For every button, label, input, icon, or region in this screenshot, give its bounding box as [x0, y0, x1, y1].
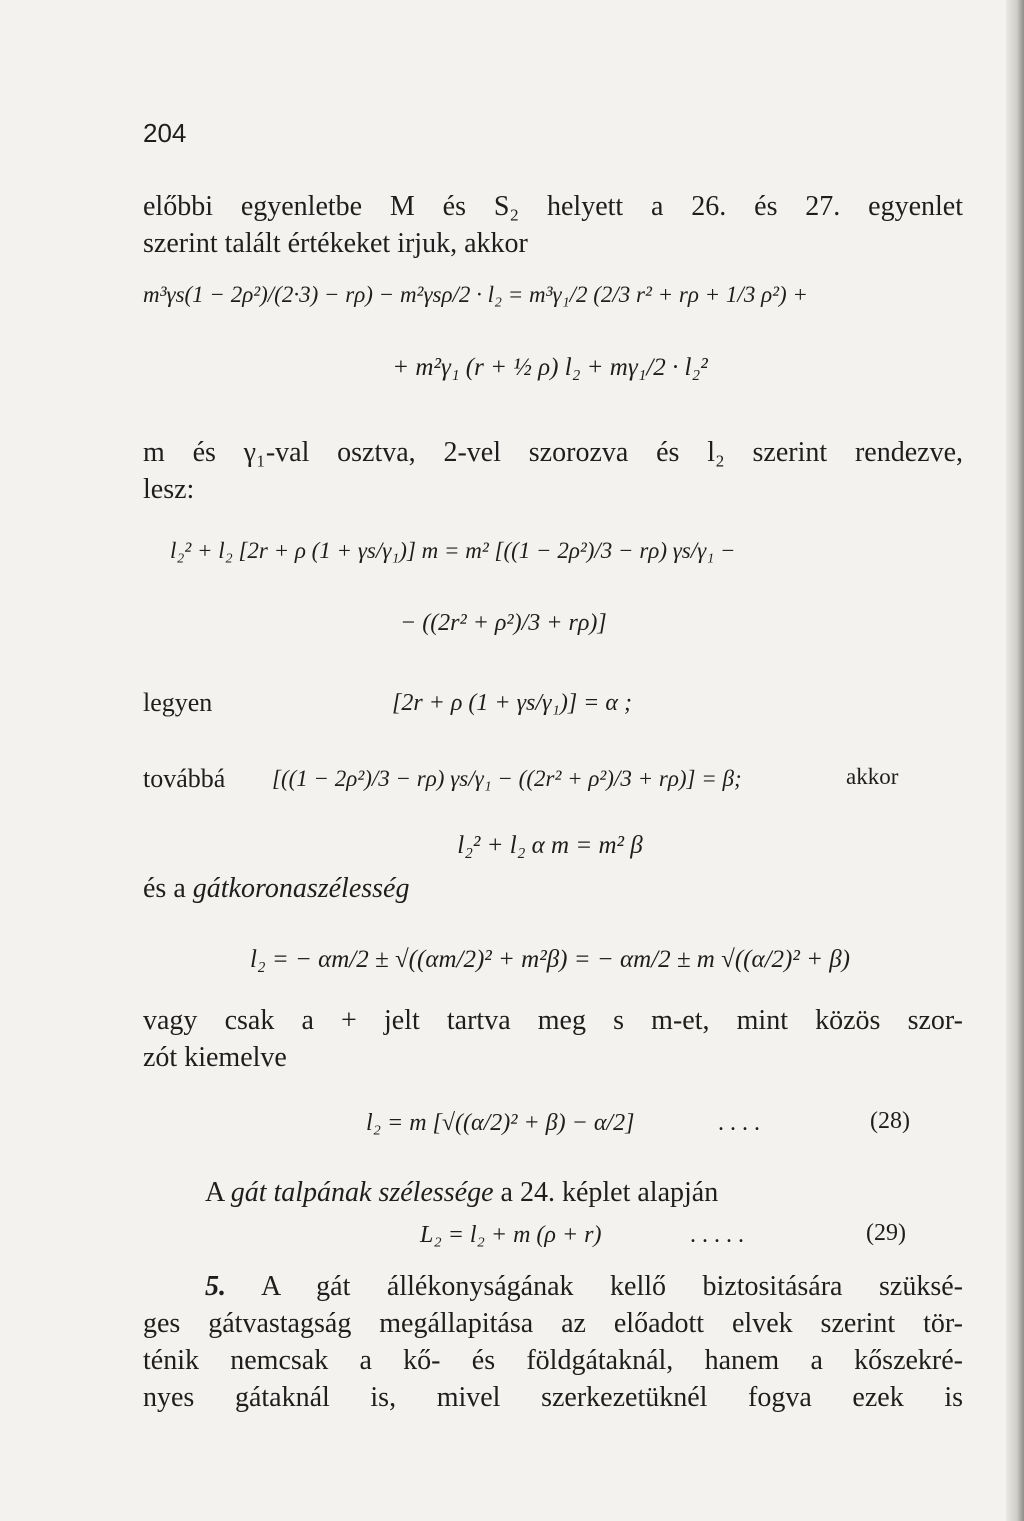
equation-substituted-line-2: + m²γ₁ (r + ½ ρ) l₂ + mγ₁/2 · l₂² — [392, 354, 708, 381]
text-line: nyes gátaknál is, mivel szerkezetüknél fogva ezek is — [143, 1382, 963, 1413]
equation-29-dots: . . . . . — [690, 1222, 744, 1248]
text-line: lesz: — [143, 474, 195, 505]
paragraph-crown-width — [143, 870, 963, 907]
equation-28: l₂ = m [√((α/2)² + β) − α/2] — [366, 1110, 635, 1136]
paragraph-section-5 — [143, 1268, 963, 1416]
label-akkor: akkor — [846, 764, 899, 789]
equation-29: L₂ = l₂ + m (ρ + r) — [420, 1222, 602, 1248]
base-term: gát talpának szélessége — [230, 1177, 494, 1208]
equation-quadratic-compact: l₂² + l₂ α m = m² β — [457, 832, 643, 859]
base-suffix: a 24. képlet alapján — [493, 1177, 719, 1208]
paragraph-base-width — [205, 1174, 965, 1211]
equation-substituted-line-1: m³γs(1 − 2ρ²)/(2·3) − rρ) − m²γsρ/2 · l₂ = m³γ₁/2 (2/3 r² + rρ + 1/3 ρ²) + — [143, 282, 808, 307]
equation-beta-definition: [((1 − 2ρ²)/3 − rρ) γs/γ₁ − ((2r² + ρ²)/3 + rρ)] = β; — [272, 766, 742, 791]
text-line: vagy csak a + jelt tartva meg s m-et, mint közös szor- — [143, 1005, 963, 1036]
equation-28-dots: . . . . — [718, 1110, 760, 1136]
paragraph-plus-sign — [143, 1002, 963, 1076]
base-prefix: A — [205, 1177, 231, 1208]
crown-term: gátkoronaszélesség — [192, 873, 410, 904]
label-legyen: legyen — [143, 688, 213, 717]
text-line: m és γ₁-val osztva, 2-vel szorozva és l₂ szerint rendezve, — [143, 437, 963, 468]
paragraph-division — [143, 434, 963, 508]
equation-29-number: (29) — [866, 1220, 906, 1246]
text-line: ténik nemcsak a kő- és földgátaknál, hanem a kőszekré- — [143, 1345, 963, 1376]
text-line: ges gátvastagság megállapitása az előadott elvek szerint tör- — [143, 1308, 963, 1339]
text-line: zót kiemelve — [143, 1042, 287, 1073]
equation-crown-width-solution: l₂ = − αm/2 ± √((αm/2)² + m²β) = − αm/2 ± m √((α/2)² + β) — [249, 946, 851, 973]
label-tovabba: továbbá — [143, 764, 226, 793]
text-line: szerint talált értékeket irjuk, akkor — [143, 228, 528, 259]
equation-28-number: (28) — [870, 1108, 910, 1134]
text-line: A gát állékonyságának kellő biztositására szüksé- — [260, 1271, 963, 1302]
paragraph-intro — [143, 188, 963, 262]
equation-quadratic-line-2: − ((2r² + ρ²)/3 + rρ)] — [400, 610, 607, 636]
section-number: 5. — [205, 1271, 226, 1302]
crown-prefix: és a — [143, 873, 193, 904]
page-number: 204 — [143, 118, 187, 148]
equation-quadratic-line-1: l₂² + l₂ [2r + ρ (1 + γs/γ₁)] m = m² [((1 − 2ρ²)/3 − rρ) γs/γ₁ − — [170, 538, 736, 563]
equation-alpha-definition: [2r + ρ (1 + γs/γ₁)] = α ; — [392, 690, 632, 716]
page-edge-shadow — [1006, 0, 1024, 1521]
text-line: előbbi egyenletbe M és S₂ helyett a 26. és 27. egyenlet — [143, 191, 963, 222]
